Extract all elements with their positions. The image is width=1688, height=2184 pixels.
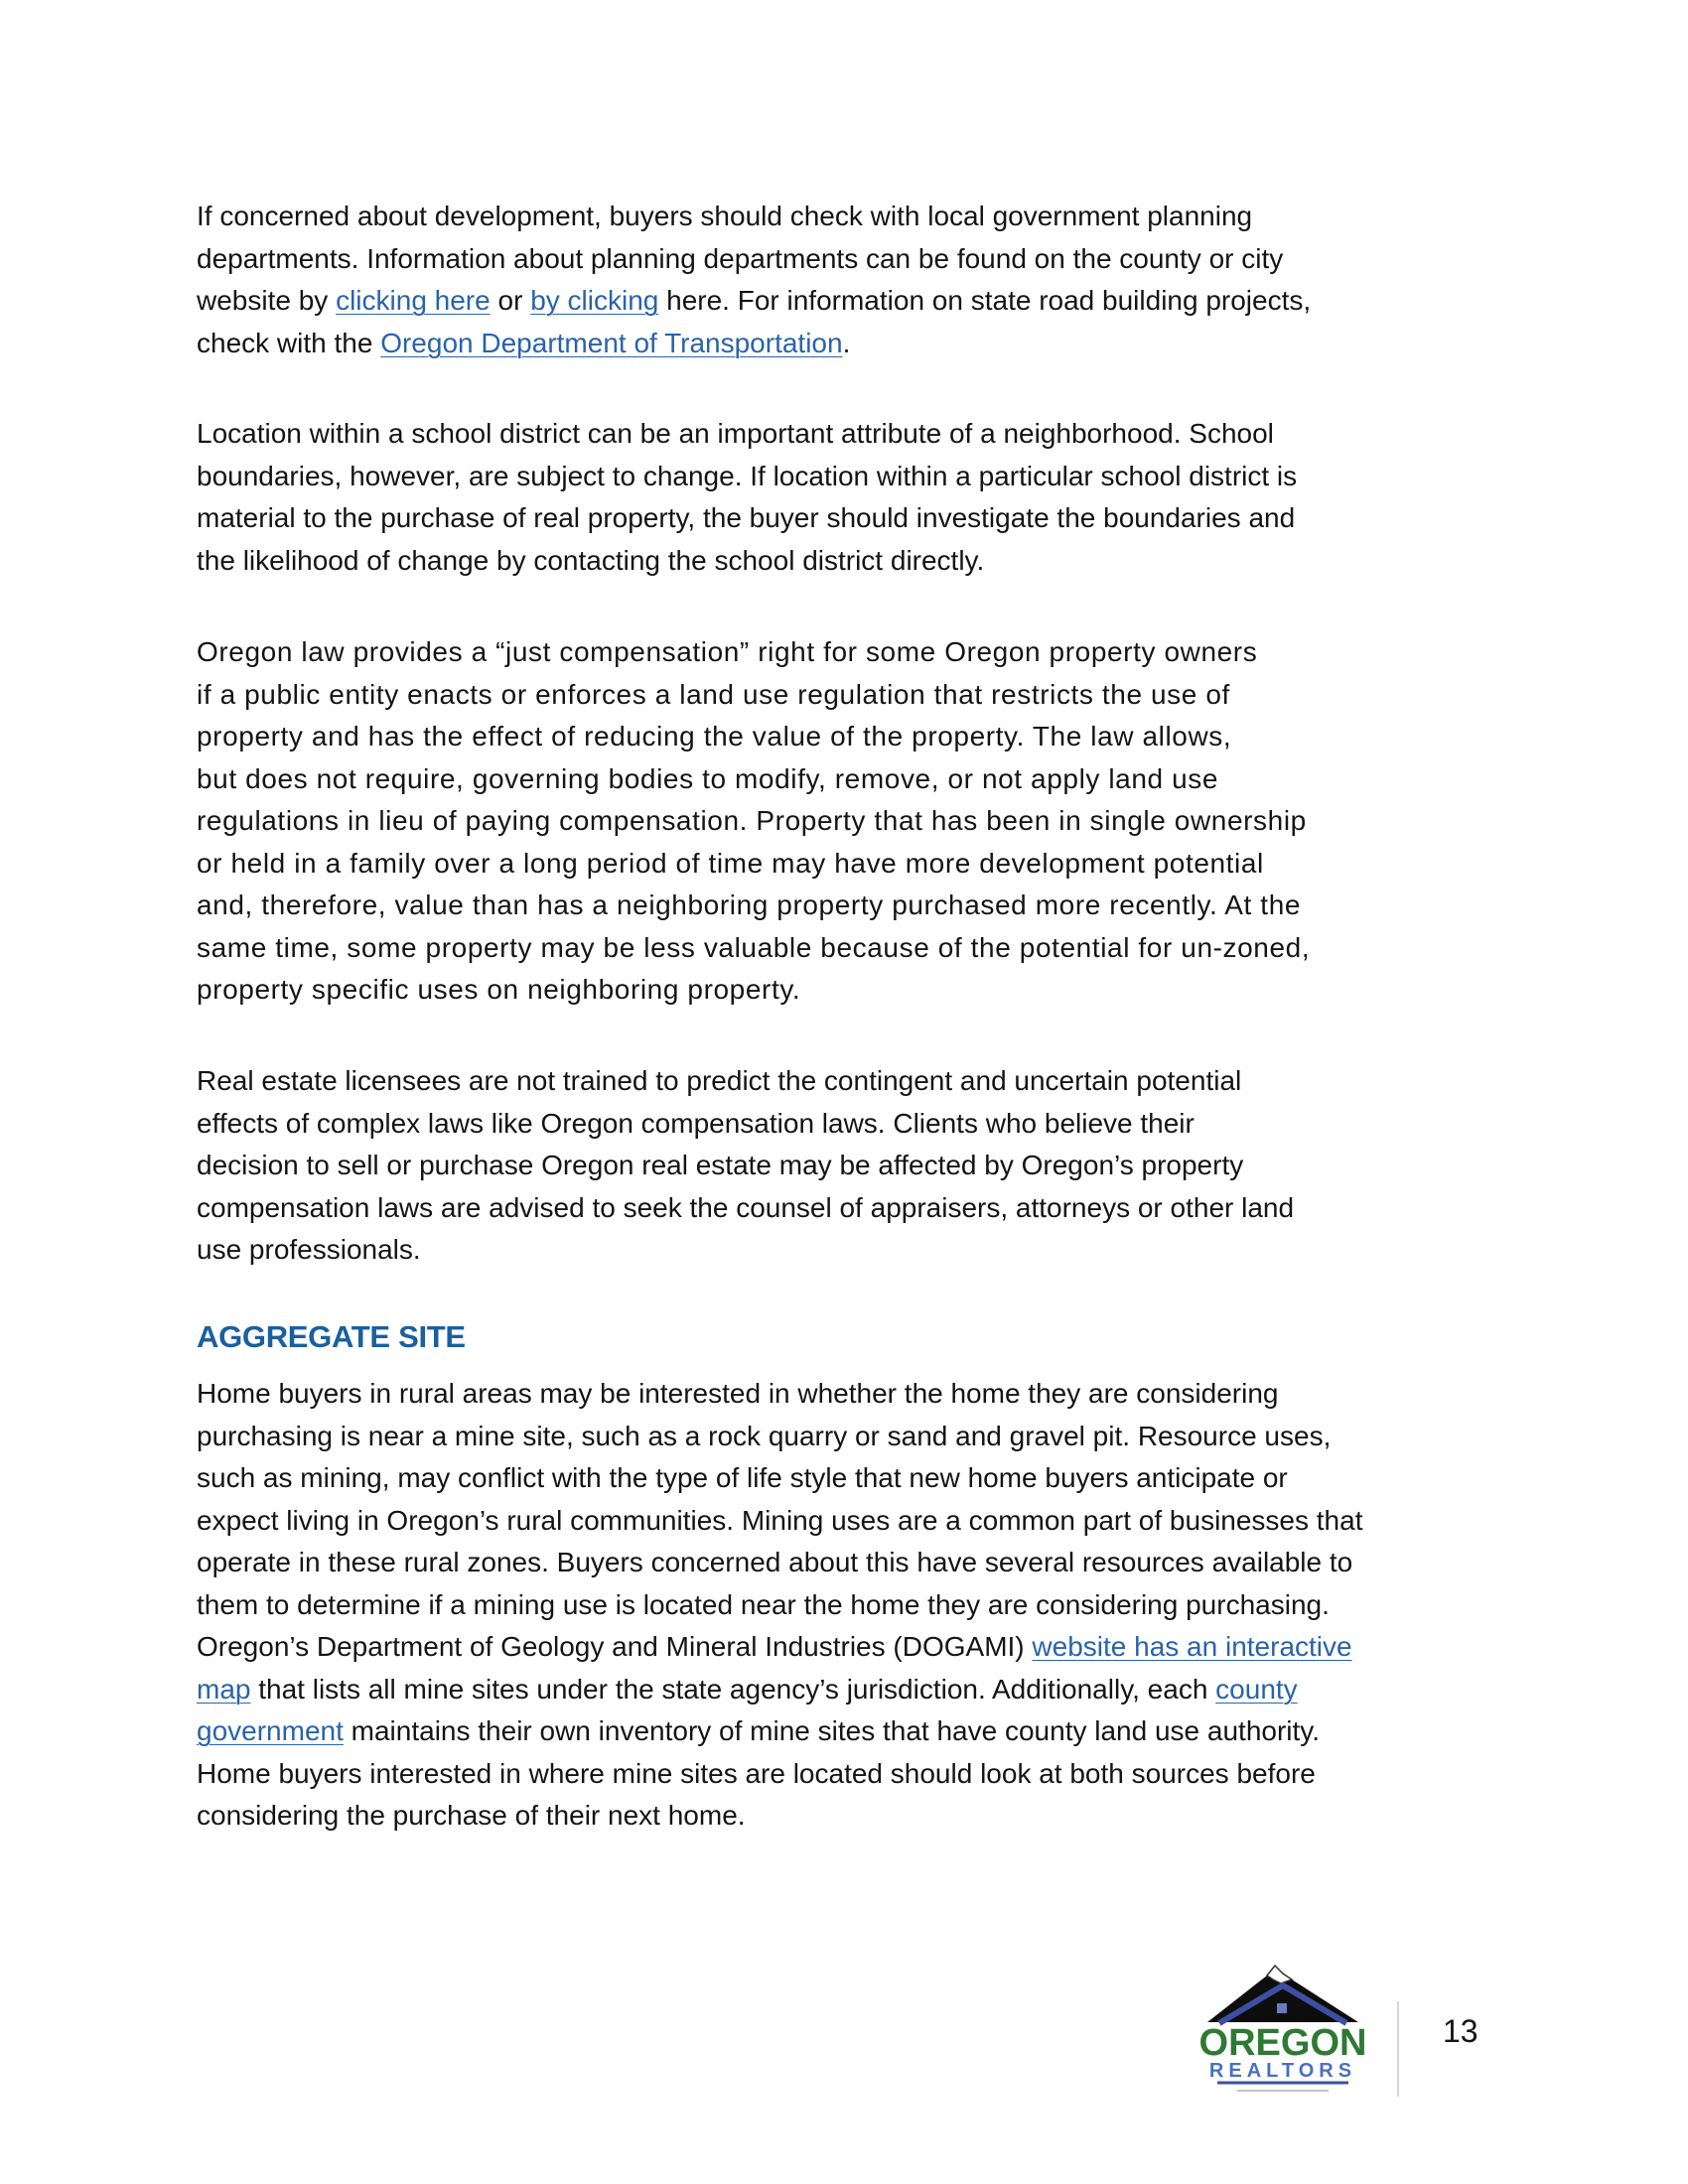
text-segment: considering the purchase of their next home. [197,1800,746,1831]
text-line [197,1753,1487,1796]
text-line [197,1103,1487,1146]
text-line [197,1542,1487,1584]
paragraph-development [197,196,1487,364]
text-line [197,323,1487,365]
text-line [197,1457,1487,1500]
section-heading-aggregate-site: AGGREGATE SITE [197,1319,466,1354]
text-segment: and, therefore, value than has a neighboring property purchased more recently. At the [197,889,1302,920]
text-line [197,1229,1487,1272]
text-line [197,1500,1487,1543]
hyperlink[interactable]: map [197,1673,251,1705]
text-segment: compensation laws are advised to seek the counsel of appraisers, attorneys or other land [197,1191,1295,1223]
text-line [197,1145,1487,1187]
text-line [197,1187,1487,1230]
text-segment: expect living in Oregon’s rural communities. Mining uses are a common part of businesses that [197,1504,1363,1536]
text-segment: . [842,327,851,358]
text-segment: property specific uses on neighboring property. [197,974,801,1005]
text-segment: decision to sell or purchase Oregon real estate may be affected by Oregon’s property [197,1150,1244,1180]
text-segment: or held in a family over a long period of time may have more development potential [197,847,1264,879]
text-line [197,969,1487,1012]
text-line [197,1584,1487,1627]
svg-text:REALTORS: REALTORS [1208,2060,1357,2082]
text-segment: operate in these rural zones. Buyers concerned about this have several resources available to [197,1547,1353,1577]
paragraph-just-compensation [197,631,1487,1012]
oregon-realtors-logo [1197,1958,1368,2097]
text-segment: Oregon law provides a “just compensation” right for some Oregon property owners [197,636,1258,667]
text-segment: maintains their own inventory of mine sites that have county land use authority. [343,1715,1320,1746]
hyperlink[interactable]: county [1215,1673,1298,1705]
text-line [197,413,1487,456]
text-line [197,674,1487,717]
text-segment: here. For information on state road building projects, [658,285,1312,316]
hyperlink[interactable]: by clicking [530,285,659,316]
text-line [197,1626,1487,1669]
text-segment: boundaries, however, are subject to change. If location within a particular school district is [197,460,1298,491]
text-segment: website by [197,285,337,316]
text-line [197,540,1487,583]
svg-text:OREGON: OREGON [1198,2022,1367,2064]
text-segment: use professionals. [197,1234,421,1265]
text-line [197,1795,1487,1838]
text-segment: or [490,285,531,316]
text-segment: Home buyers in rural areas may be interested in whether the home they are considering [197,1378,1279,1409]
text-line [197,456,1487,498]
text-line [197,758,1487,801]
text-line [197,497,1487,540]
text-segment: If concerned about development, buyers should check with local government planning [197,201,1253,231]
paragraph-school-district [197,413,1487,582]
hyperlink[interactable]: clicking here [336,285,491,316]
text-line [197,1710,1487,1753]
text-segment: effects of complex laws like Oregon compensation laws. Clients who believe their [197,1107,1195,1139]
text-segment: Real estate licensees are not trained to predict the contingent and uncertain potential [197,1065,1242,1096]
text-line [197,280,1487,323]
text-line [197,1060,1487,1103]
text-line [197,1669,1487,1711]
text-segment: property and has the effect of reducing the value of the property. The law allows, [197,721,1232,751]
text-line [197,716,1487,758]
text-segment: the likelihood of change by contacting the school district directly. [197,544,985,576]
text-line [197,927,1487,970]
text-segment: them to determine if a mining use is located near the home they are considering purchasing. [197,1588,1330,1620]
text-segment: Location within a school district can be an important attribute of a neighborhood. School [197,418,1274,449]
paragraph-aggregate-site [197,1373,1487,1838]
text-segment: that lists all mine sites under the state agency’s jurisdiction. Additionally, each [250,1673,1216,1705]
text-line [197,843,1487,886]
text-line [197,885,1487,927]
text-line [197,1373,1487,1416]
text-segment: but does not require, governing bodies to modify, remove, or not apply land use [197,762,1219,794]
paragraph-licensees [197,1060,1487,1272]
footer-divider [1397,2001,1399,2097]
text-segment: if a public entity enacts or enforces a land use regulation that restricts the use of [197,678,1230,710]
text-segment: Oregon’s Department of Geology and Mineral Industries (DOGAMI) [197,1631,1033,1662]
text-line [197,800,1487,843]
text-segment: material to the purchase of real property, the buyer should investigate the boundaries and [197,502,1296,533]
text-segment: departments. Information about planning departments can be found on the county or city [197,242,1284,274]
text-segment: same time, some property may be less valuable because of the potential for un-zoned, [197,931,1311,963]
text-segment: regulations in lieu of paying compensation. Property that has been in single ownership [197,805,1307,836]
text-line [197,196,1487,238]
text-segment: such as mining, may conflict with the type of life style that new home buyers anticipate or [197,1462,1288,1493]
text-line [197,238,1487,281]
hyperlink[interactable]: Oregon Department of Transportation [380,327,843,358]
hyperlink[interactable]: government [197,1715,344,1746]
text-segment: Home buyers interested in where mine sites are located should look at both sources before [197,1757,1316,1789]
text-line [197,631,1487,674]
page-number: 13 [1443,2013,1478,2049]
text-segment: check with the [197,327,381,358]
text-line [197,1416,1487,1458]
hyperlink[interactable]: website has an interactive [1032,1631,1352,1662]
text-segment: purchasing is near a mine site, such as a rock quarry or sand and gravel pit. Resource uses, [197,1420,1332,1451]
